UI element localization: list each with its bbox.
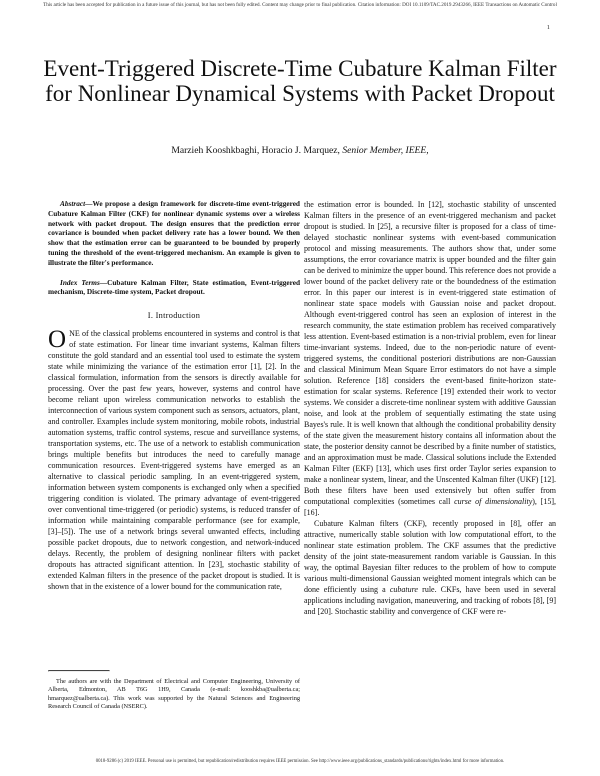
intro-text: NE of the classical problems encountered in systems and control is that of state estimation. For linear time invariant systems, Kalman filters constitute the gold standard and an essential tool used to estimate the system state while minimizing the variance of the estimation error [1], [2]. In the classical formulation, information from the sensors is directly available for processing. Over the past few years, however, systems and control have become reliant upon wireless communication networks to establish the interconnection of various system component such as sensors, actuators, plant, and controller. Examples include system monitoring, mobile robots, industrial automation systems, traffic control systems, rescue and surveillance systems, transportation systems, etc. The use of a network to establish communication brings multiple benefits but introduces the need to carefully manage communication resources. Event-triggered systems have emerged as an alternative to classical periodic sampling. In an event-triggered system, information between system components is exchanged only when a specified triggering condition is violated. The primary advantage of event-triggered over conventional time-triggered (or periodic) systems, is reduced transfer of information while maintaining comparable performance (see for example, [3]–[5]). The use of a network brings several unwanted effects, including possible packet dropouts, due to network congestion, and network-induced delays. Recently, the problem of designing nonlinear filters with packet dropouts has attracted significant attention. In [23], stochastic stability of extended Kalman filters in the presence of the packet dropout is studied. It is shown that in the existence of a lower bound for the communication rate,: [48, 329, 300, 592]
paper-title: Event-Triggered Discrete-Time Cubature Kalman Filter for Nonlinear Dynamical Systems with Packet Dropout: [43, 56, 557, 106]
index-terms-label: Index Terms: [60, 277, 100, 287]
right-paragraph-1-end: ), [15], [16].: [304, 497, 557, 517]
index-terms: [48, 278, 300, 298]
abstract-label: Abstract: [60, 199, 86, 208]
abstract-text: —We propose a design framework for discrete-time event-triggered Cubature Kalman Filter (CKF) for nonlinear dynamic systems over a wireless network with packet dropout. The design ensures that the prediction error covariance is bounded when packet delivery rate has a lower bound. We then show that the estimation error can be guaranteed to be bounded by properly tuning the threshold of the event-triggered mechanism. An example is given to illustrate the filter's performance.: [48, 199, 300, 267]
right-paragraph-2-end: rule. CKFs, have been used in several applications including navigation, maneuvering, and tracking of robots [8], [9] and [20]. Stochastic stability and convergence of CKF were re-: [304, 585, 557, 616]
page-number: 1: [546, 24, 550, 31]
author-names: Marzieh Kooshkbaghi, Horacio J. Marquez,: [171, 145, 340, 156]
section-heading: I. Introduction: [147, 311, 201, 321]
right-column: [304, 199, 556, 617]
author-footnote: The authors are with the Department of Electrical and Computer Engineering, University of Alberta, Edmonton, AB T6G 1H9, Canada (e-mail: kooshkba@ualberta.ca; hmarquez@ualberta.ca). This work was supported by the Natural Sciences and Engineering Research Council of Canada (NSERC).: [48, 678, 300, 711]
right-paragraph-1-text: the estimation error is bounded. In [12], stochastic stability of unscented Kalman filters in the presence of an event-triggered mechanism and packet dropout is studied. In [25], a recursive filter is proposed for a class of time-delayed stochastic nonlinear systems with event-based communication protocol and missing measurements. The authors show that, under some assumptions, the error covariance matrix is upper bounded and the filter gain can be derived to minimize the upper bound. This reference does not provide a lower bound of the packet delivery rate or the boundedness of the estimation error. In this paper our interest is in event-triggered state estimation of nonlinear state space models with Gaussian noise and packet dropout. Although event-triggered control has seen an explosion of interest in the research community, the state estimation problem has received comparatively less attention. Event-based estimation is a non-trivial problem, even for linear time-invariant systems. Indeed, due to the non-periodic nature of event-triggered systems, the conditional posteriori distributions are non-Gaussian and classical Minimum Mean Square Error estimators do not have a simple solution. Reference [18] considers the event-based finite-horizon state-estimation for scalar systems. Reference [19] extended their work to vector systems. We consider a discrete-time nonlinear system with additive Gaussian noise, and look at the problem of sequentially estimating the state using Bayes's rule. It is well known that although the conditional probability density of the state given the measurement history contains all information about the state, the posterior density cannot be described by a finite number of statistics, and an approximation must be made. Classical solutions include the Extended Kalman Filter (EKF) [13], which uses first order Taylor series expansion to make a nonlinear system, linear, and the Unscented Kalman filter (UKF) [12]. Both these filters have been used extensively but often suffer from computational complexities (sometimes call: [304, 200, 556, 506]
intro-paragraph: [48, 328, 300, 592]
right-paragraph-2-text: Cubature Kalman filters (CKF), recently proposed in [8], offer an attractive, numerically stable solution with low computational effort, to the nonlinear state estimation problem. The CKF assumes that the predictive density of the joint state-measurement random variable is Gaussian. In this way, the optimal Bayesian filter reduces to the problem of how to compute various multi-dimensional Gaussian weighted moment integrals which can be done efficiently using a: [304, 519, 556, 594]
abstract: [48, 199, 300, 268]
footnote-divider: [48, 670, 110, 672]
copyright-notice: 0018-9286 (c) 2019 IEEE. Personal use is permitted, but republication/redistribution requires IEEE permission. See http://www.ieee.org/publications_standards/publications/rights/index.html for more information.: [95, 759, 505, 764]
publication-notice: This article has been accepted for publication in a future issue of this journal, but has not been fully edited. Content may change prior to final publication. Citation information: DOI 10.1109/TAC.2019.2943266, IEEE Transactions on Automatic Control: [43, 2, 557, 8]
right-paragraph-2-emphasis: cubature: [389, 585, 418, 594]
drop-cap: O: [48, 326, 67, 354]
author-line: [40, 145, 560, 156]
left-column: [48, 199, 300, 592]
right-paragraph-2: [304, 518, 556, 617]
right-paragraph-1-emphasis: curse of dimensionality: [454, 497, 533, 506]
author-membership: Senior Member, IEEE,: [342, 145, 429, 156]
index-terms-text: —Cubature Kalman Filter, State estimation, Event-triggered mechanism, Discrete-time system, Packet dropout.: [48, 277, 301, 297]
right-paragraph-1: [304, 199, 556, 518]
